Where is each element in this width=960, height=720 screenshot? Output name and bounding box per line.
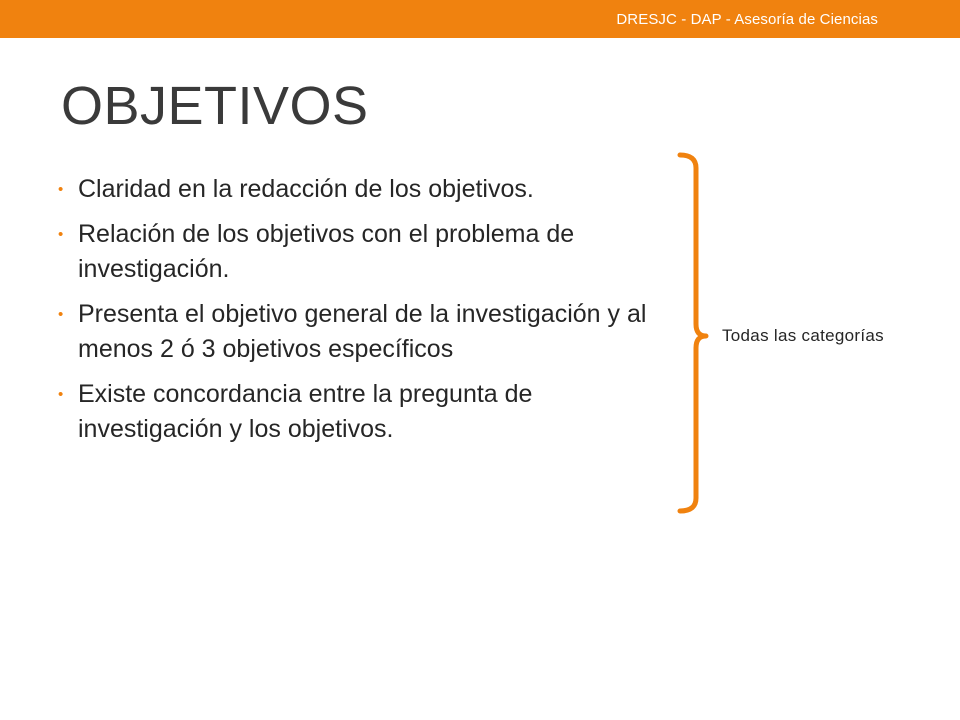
bracket-label: Todas las categorías <box>722 326 884 345</box>
bullet-icon: • <box>58 226 64 243</box>
bullet-text: Relación de los objetivos con el problema de investigación. <box>78 220 575 283</box>
bullet-item <box>58 217 670 287</box>
header-text: DRESJC - DAP - Asesoría de Ciencias <box>616 11 878 28</box>
bullet-text: Claridad en la redacción de los objetivos. <box>78 175 534 203</box>
bullet-list <box>58 172 670 457</box>
bullet-icon: • <box>58 386 64 403</box>
bullet-item <box>58 172 670 207</box>
bullet-text: Existe concordancia entre la pregunta de investigación y los objetivos. <box>78 380 533 443</box>
slide-title: OBJETIVOS <box>61 76 369 136</box>
brace-path <box>680 155 706 511</box>
bullet-item <box>58 297 670 367</box>
bullet-icon: • <box>58 181 64 198</box>
bullet-icon: • <box>58 306 64 323</box>
bullet-item <box>58 377 670 447</box>
bullet-text: Presenta el objetivo general de la investigación y al menos 2 ó 3 objetivos específicos <box>78 300 647 363</box>
header-bar <box>0 0 960 38</box>
